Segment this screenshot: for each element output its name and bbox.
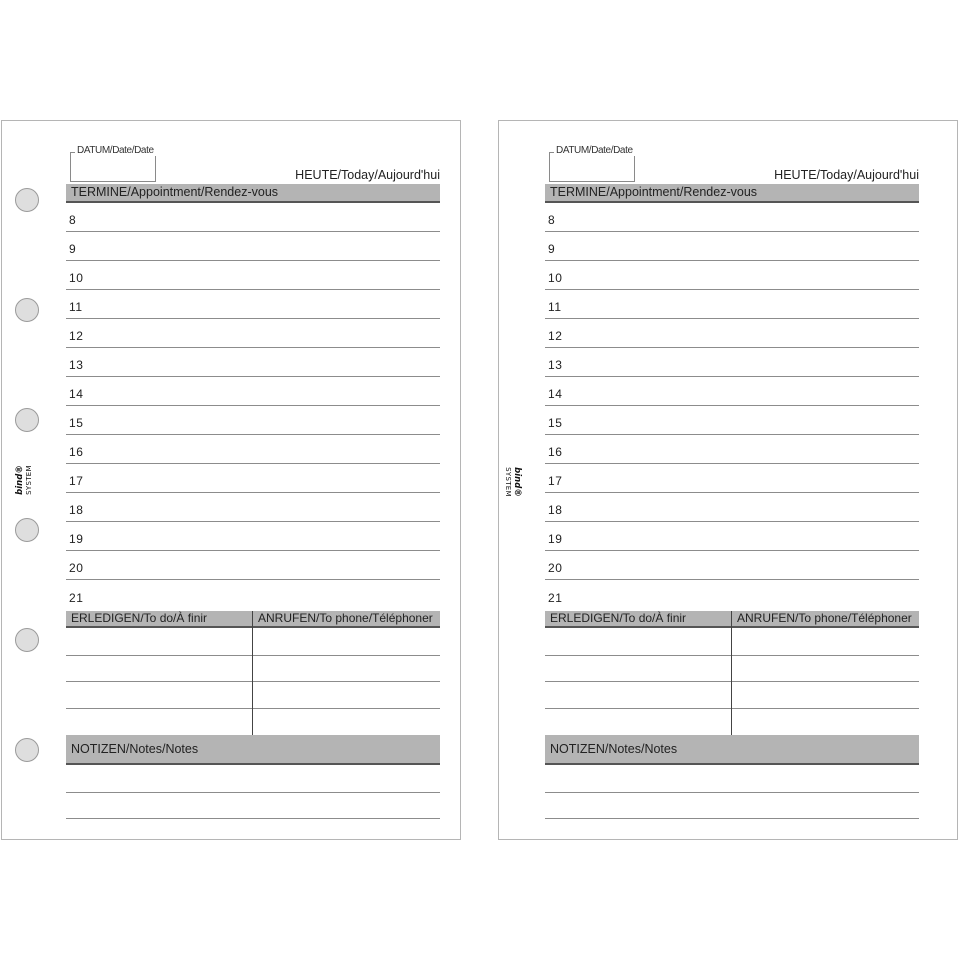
phone-line[interactable] xyxy=(253,681,440,682)
hour-label: 19 xyxy=(69,532,84,546)
hour-label: 14 xyxy=(69,387,84,401)
hour-row-10[interactable] xyxy=(545,261,919,290)
hour-row-21[interactable] xyxy=(66,580,440,609)
appointments-header: TERMINE/Appointment/Rendez-vous xyxy=(66,184,440,203)
appointments-header: TERMINE/Appointment/Rendez-vous xyxy=(545,184,919,203)
punch-hole xyxy=(15,188,39,212)
hour-row-13[interactable] xyxy=(545,348,919,377)
brand-sub: SYSTEM xyxy=(503,467,512,497)
todo-line[interactable] xyxy=(66,655,252,656)
todo-line[interactable] xyxy=(545,708,731,709)
hour-row-19[interactable] xyxy=(66,522,440,551)
hour-row-21[interactable] xyxy=(545,580,919,609)
phone-line[interactable] xyxy=(253,708,440,709)
phone-column xyxy=(253,611,440,736)
notes-header: NOTIZEN/Notes/Notes xyxy=(66,735,440,765)
hour-label: 17 xyxy=(548,474,563,488)
hour-label: 9 xyxy=(548,242,556,256)
todo-phone-section xyxy=(66,611,440,736)
hour-row-15[interactable] xyxy=(66,406,440,435)
hour-row-11[interactable] xyxy=(66,290,440,319)
hour-row-20[interactable] xyxy=(66,551,440,580)
today-label: HEUTE/Today/Aujourd'hui xyxy=(774,168,919,182)
todo-line[interactable] xyxy=(66,681,252,682)
hour-label: 18 xyxy=(548,503,563,517)
hour-row-8[interactable] xyxy=(545,203,919,232)
brand-name: bind® xyxy=(14,465,25,495)
hour-label: 21 xyxy=(69,591,84,605)
hour-label: 11 xyxy=(69,300,83,314)
punch-hole xyxy=(15,518,39,542)
todo-line[interactable] xyxy=(545,681,731,682)
date-label: DATUM/Date/Date xyxy=(77,145,154,156)
hour-label: 18 xyxy=(69,503,84,517)
hour-row-14[interactable] xyxy=(66,377,440,406)
punch-hole xyxy=(15,738,39,762)
notes-line[interactable] xyxy=(66,792,440,793)
todo-header: ERLEDIGEN/To do/À finir xyxy=(66,611,252,628)
hour-label: 10 xyxy=(69,271,84,285)
hour-row-11[interactable] xyxy=(545,290,919,319)
todo-phone-section xyxy=(545,611,919,736)
hour-row-13[interactable] xyxy=(66,348,440,377)
notes-line[interactable] xyxy=(545,792,919,793)
hour-label: 14 xyxy=(548,387,563,401)
hour-label: 17 xyxy=(69,474,84,488)
date-field[interactable] xyxy=(70,145,156,182)
brand-sub: SYSTEM xyxy=(24,465,33,495)
phone-header: ANRUFEN/To phone/Téléphoner xyxy=(732,611,919,628)
hour-label: 15 xyxy=(69,416,84,430)
hour-label: 11 xyxy=(548,300,562,314)
hour-row-19[interactable] xyxy=(545,522,919,551)
hour-row-8[interactable] xyxy=(66,203,440,232)
hour-label: 16 xyxy=(69,445,84,459)
hour-label: 12 xyxy=(69,329,84,343)
todo-column xyxy=(66,611,252,736)
date-label: DATUM/Date/Date xyxy=(556,145,633,156)
hour-label: 12 xyxy=(548,329,563,343)
hour-row-12[interactable] xyxy=(545,319,919,348)
hour-label: 15 xyxy=(548,416,563,430)
hour-row-16[interactable] xyxy=(545,435,919,464)
hour-label: 9 xyxy=(69,242,77,256)
punch-hole xyxy=(15,628,39,652)
notes-line[interactable] xyxy=(545,818,919,819)
phone-column xyxy=(732,611,919,736)
planner-page-left xyxy=(1,120,461,840)
todo-header: ERLEDIGEN/To do/À finir xyxy=(545,611,731,628)
hour-row-9[interactable] xyxy=(66,232,440,261)
hour-label: 13 xyxy=(69,358,84,372)
hour-label: 10 xyxy=(548,271,563,285)
hour-label: 13 xyxy=(548,358,563,372)
phone-line[interactable] xyxy=(732,681,919,682)
todo-column xyxy=(545,611,731,736)
brand-name: bind® xyxy=(511,467,522,497)
hour-row-12[interactable] xyxy=(66,319,440,348)
hour-row-16[interactable] xyxy=(66,435,440,464)
punch-hole xyxy=(15,408,39,432)
today-label: HEUTE/Today/Aujourd'hui xyxy=(295,168,440,182)
hour-row-18[interactable] xyxy=(66,493,440,522)
phone-header: ANRUFEN/To phone/Téléphoner xyxy=(253,611,440,628)
hour-label: 21 xyxy=(548,591,563,605)
planner-page-right xyxy=(498,120,958,840)
hour-row-17[interactable] xyxy=(545,464,919,493)
hour-row-18[interactable] xyxy=(545,493,919,522)
hour-label: 20 xyxy=(548,561,563,575)
hour-row-14[interactable] xyxy=(545,377,919,406)
notes-header: NOTIZEN/Notes/Notes xyxy=(545,735,919,765)
hour-row-20[interactable] xyxy=(545,551,919,580)
todo-line[interactable] xyxy=(66,708,252,709)
phone-line[interactable] xyxy=(732,655,919,656)
hour-label: 20 xyxy=(69,561,84,575)
hour-label: 8 xyxy=(548,213,556,227)
punch-hole xyxy=(15,298,39,322)
hour-label: 19 xyxy=(548,532,563,546)
phone-line[interactable] xyxy=(253,655,440,656)
hour-row-10[interactable] xyxy=(66,261,440,290)
hour-row-9[interactable] xyxy=(545,232,919,261)
date-field[interactable] xyxy=(549,145,635,182)
todo-line[interactable] xyxy=(545,655,731,656)
hour-label: 8 xyxy=(69,213,77,227)
notes-line[interactable] xyxy=(66,818,440,819)
hour-row-15[interactable] xyxy=(545,406,919,435)
hour-label: 16 xyxy=(548,445,563,459)
hour-row-17[interactable] xyxy=(66,464,440,493)
phone-line[interactable] xyxy=(732,708,919,709)
